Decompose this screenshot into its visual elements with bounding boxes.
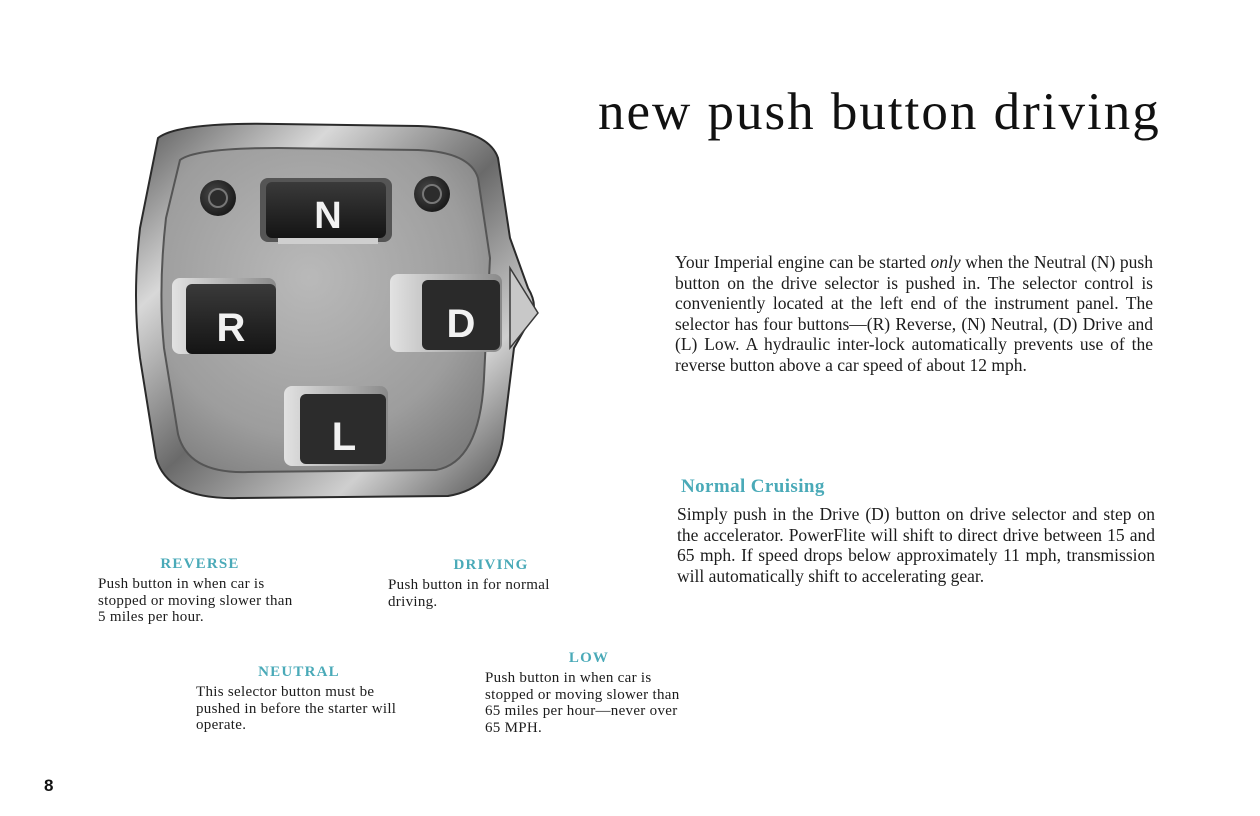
intro-paragraph <box>675 252 1153 376</box>
neutral-button <box>260 178 392 244</box>
button-letter-l: L <box>331 415 357 459</box>
button-letter-d: D <box>446 302 476 346</box>
caption-neutral-title: NEUTRAL <box>258 664 340 680</box>
caption-reverse-text: Push button in when car is stopped or moving slower than 5 miles per hour. <box>98 576 293 625</box>
button-letter-n: N <box>314 195 342 237</box>
drive-button <box>390 274 502 352</box>
page-number: 8 <box>44 776 54 795</box>
caption-low-text: Push button in when car is stopped or moving slower than 65 miles per hour—never over 65 MPH. <box>485 670 680 736</box>
cruising-paragraph: Simply push in the Drive (D) button on drive selector and step on the accelerator. PowerFlite will shift to direct drive between 15 and 65 mph. If speed drops below approximately 11 mph, transmission will automatically shift to accelerating gear. <box>677 504 1155 586</box>
cruising-heading: Normal Cruising <box>681 476 825 497</box>
intro-text-before: Your Imperial engine can be started <box>675 252 931 272</box>
button-letter-r: R <box>216 306 246 350</box>
intro-text-after: when the Neutral (N) push button on the drive selector is pushed in. The selector control is conveniently located at the left end of the instrument panel. The selector has four buttons—(R) Reverse, (N) Neutral, (D) Drive and (L) Low. A hydraulic inter-lock automatically prevents use of the reverse button above a car speed of about 12 mph. <box>675 252 1153 375</box>
reverse-button <box>172 278 276 354</box>
caption-driving-title: DRIVING <box>453 557 529 573</box>
caption-low-title: LOW <box>568 650 610 666</box>
caption-reverse-title: REVERSE <box>160 556 240 572</box>
page-title: new push button driving <box>598 83 1161 141</box>
caption-low <box>485 650 693 736</box>
caption-neutral-text: This selector button must be pushed in before the starter will operate. <box>196 684 397 733</box>
drive-selector-illustration <box>118 118 550 510</box>
caption-reverse <box>98 556 302 626</box>
caption-driving <box>388 557 594 610</box>
caption-driving-text: Push button in for normal driving. <box>388 577 550 610</box>
low-button <box>284 386 388 466</box>
screw-left-icon <box>200 180 236 216</box>
intro-emphasis: only <box>930 252 961 272</box>
caption-neutral <box>196 664 402 734</box>
screw-right-icon <box>414 176 450 212</box>
